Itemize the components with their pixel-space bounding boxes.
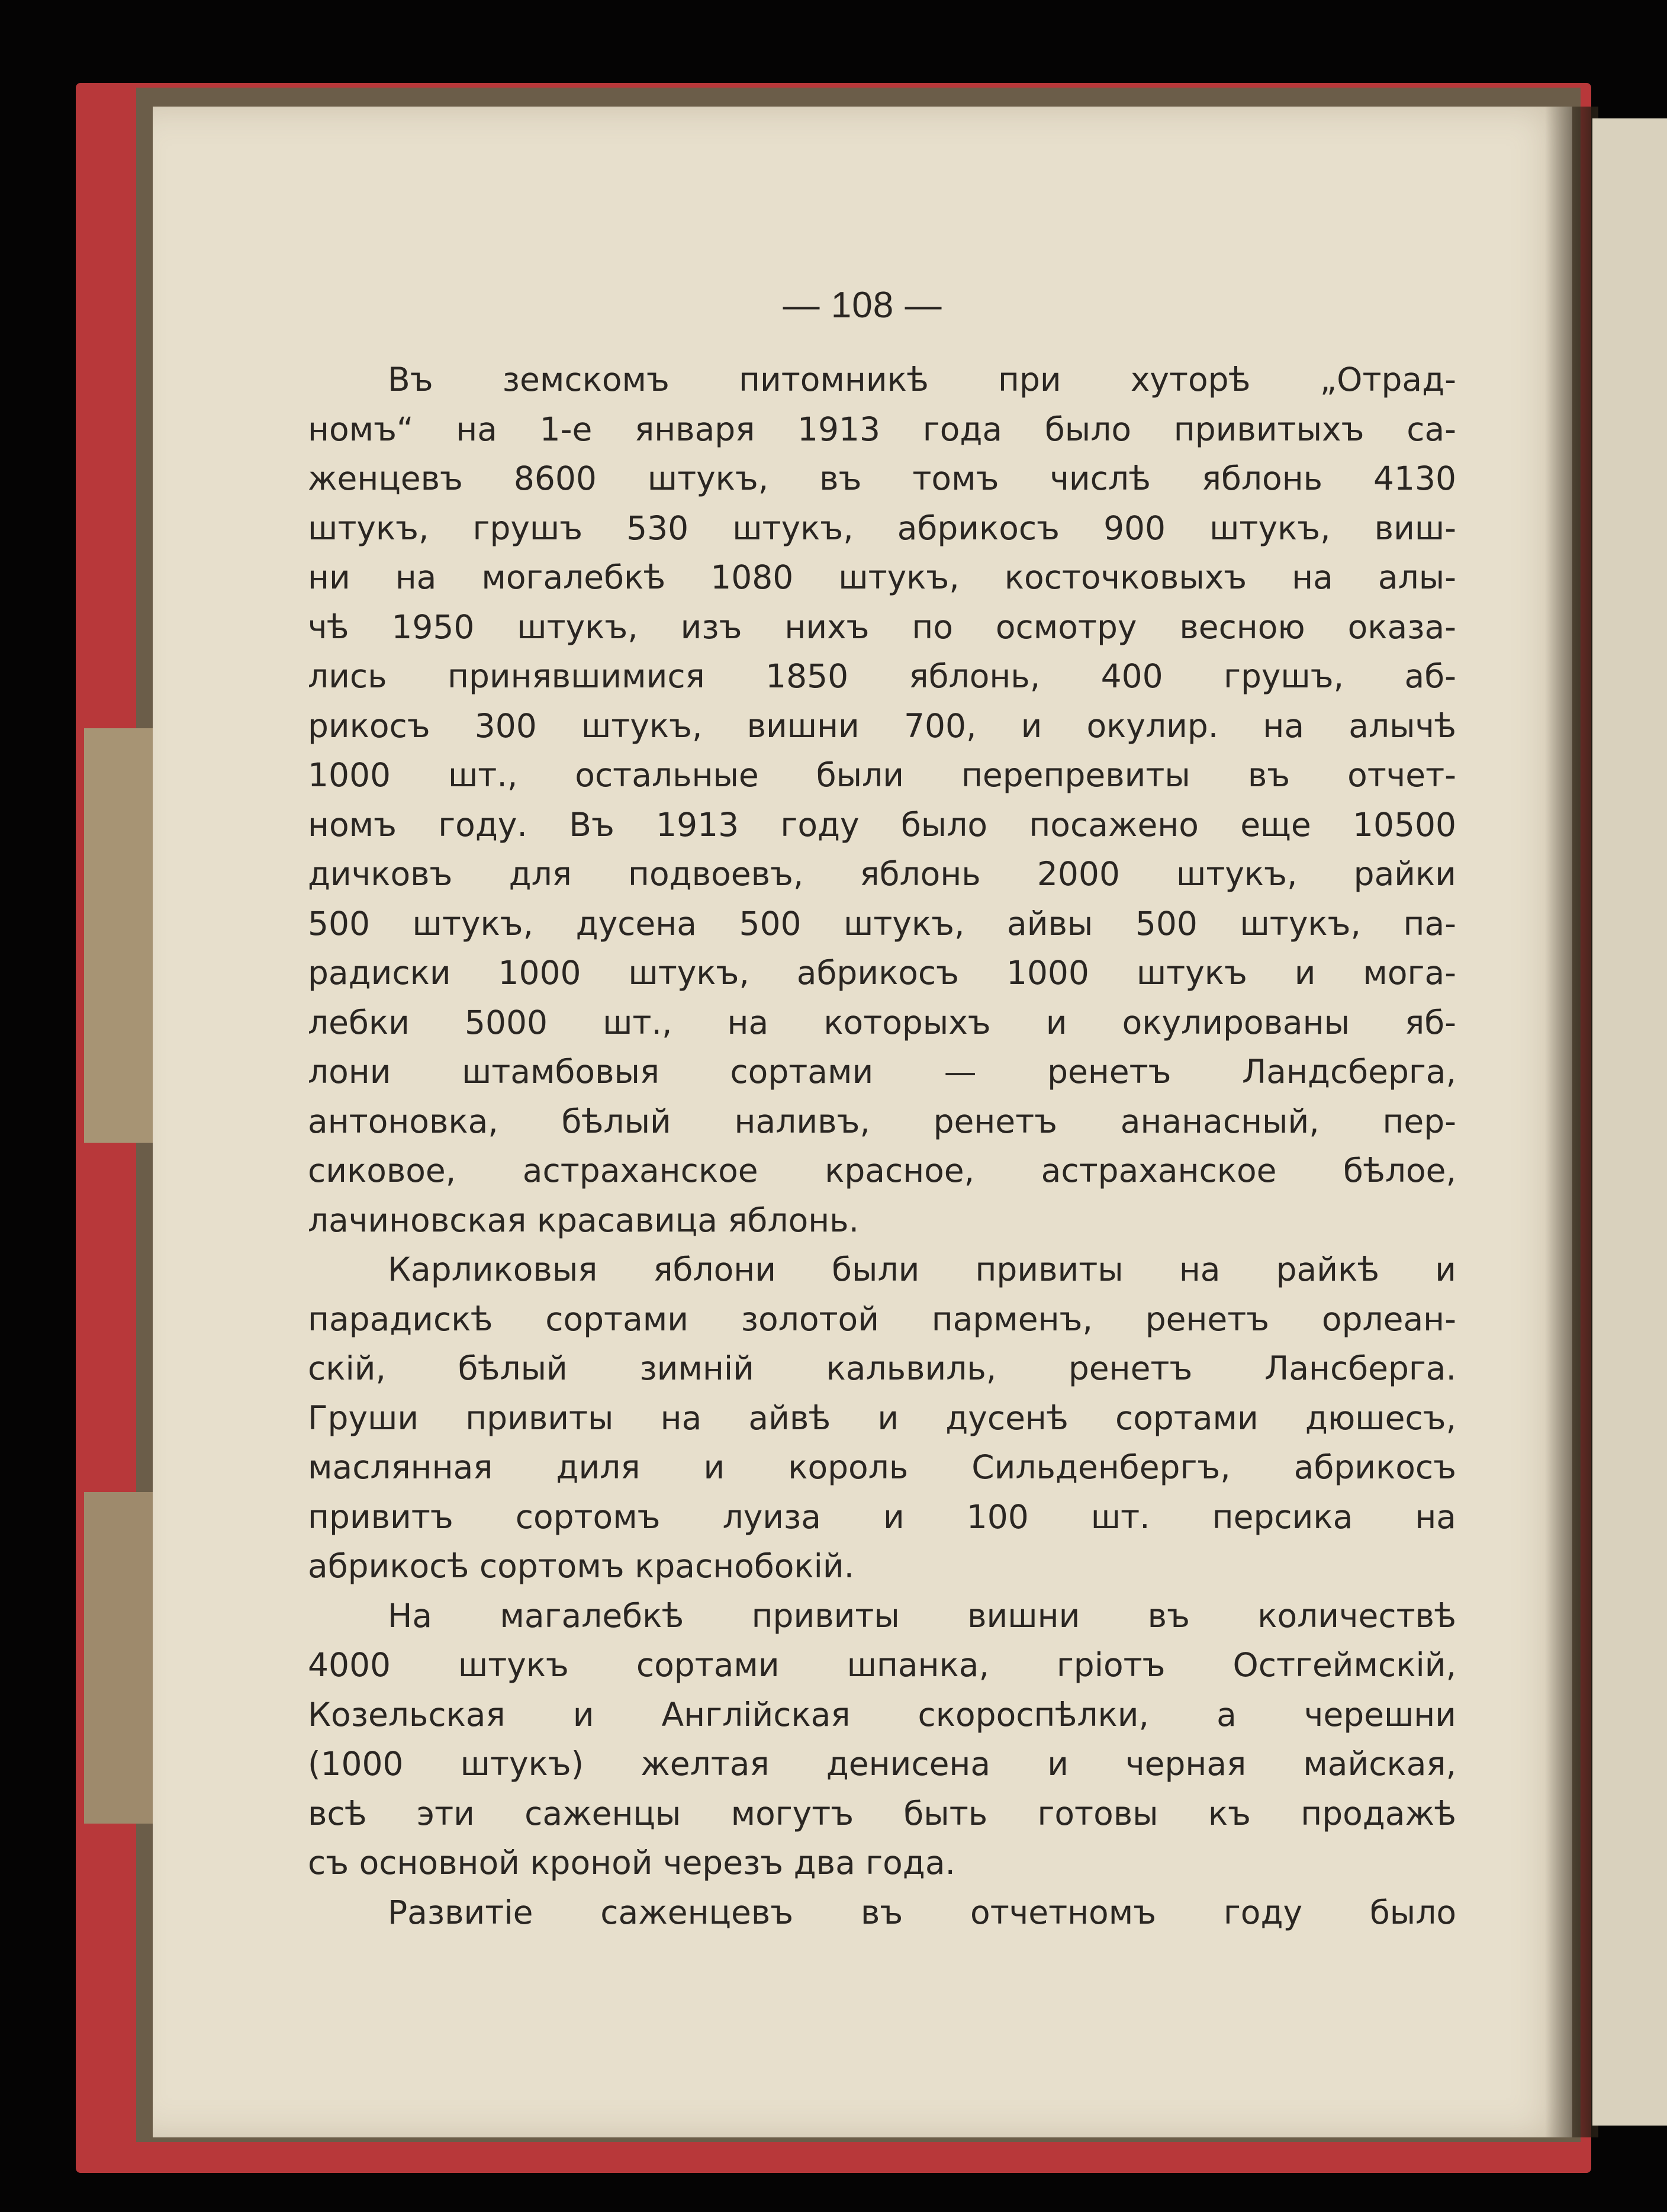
text-line: привитъ сортомъ луиза и 100 шт. персика на xyxy=(308,1497,1456,1536)
text-line: 4000 штукъ сортами шпанка, гріотъ Остгеймскій, xyxy=(308,1646,1456,1684)
text-line: дичковъ для подвоевъ, яблонь 2000 штукъ, райки xyxy=(308,855,1456,893)
text-line: лони штамбовыя сортами — ренетъ Ландсберга, xyxy=(308,1053,1456,1091)
text-line: Груши привиты на айвѣ и дусенѣ сортами дюшесъ, xyxy=(308,1398,1456,1437)
text-line: лись принявшимися 1850 яблонь, 400 грушъ, аб- xyxy=(308,657,1456,695)
text-line: На магалебкѣ привиты вишни въ количествѣ xyxy=(388,1596,1456,1635)
text-line: 500 штукъ, дусена 500 штукъ, айвы 500 штукъ, па- xyxy=(308,904,1456,943)
tab-strip-lower xyxy=(84,1492,155,1824)
text-line: номъ“ на 1-е января 1913 года было привитыхъ са- xyxy=(308,410,1456,448)
text-line: скій, бѣлый зимній кальвиль, ренетъ Лансберга. xyxy=(308,1349,1456,1387)
text-line: Развитіе саженцевъ въ отчетномъ году было xyxy=(388,1893,1456,1931)
text-line: Карликовыя яблони были привиты на райкѣ и xyxy=(388,1250,1456,1288)
tab-strip-upper xyxy=(84,728,155,1143)
adjacent-page-edge xyxy=(1592,118,1667,2126)
text-line: рикосъ 300 штукъ, вишни 700, и окулир. на алычѣ xyxy=(308,706,1456,745)
text-line: Козельская и Англійская скороспѣлки, а черешни xyxy=(308,1695,1456,1734)
page-number: — 108 — xyxy=(783,285,942,326)
text-line: Въ земскомъ питомникѣ при хуторѣ „Отрад- xyxy=(388,361,1456,398)
text-line: съ основной кроной черезъ два года. xyxy=(308,1844,956,1882)
text-line: чѣ 1950 штукъ, изъ нихъ по осмотру весною оказа- xyxy=(308,607,1456,646)
text-line: парадискѣ сортами золотой парменъ, ренетъ орлеан- xyxy=(308,1300,1456,1338)
text-line: радиски 1000 штукъ, абрикосъ 1000 штукъ и мога- xyxy=(308,954,1456,992)
text-line: антоновка, бѣлый наливъ, ренетъ ананасный, пер- xyxy=(308,1102,1456,1140)
text-line: лачиновская красавица яблонь. xyxy=(308,1201,860,1239)
text-line: абрикосѣ сортомъ краснобокій. xyxy=(308,1547,855,1585)
text-line: штукъ, грушъ 530 штукъ, абрикосъ 900 штукъ, виш- xyxy=(308,509,1456,547)
body-text xyxy=(308,355,1456,1937)
text-line: женцевъ 8600 штукъ, въ томъ числѣ яблонь 4130 xyxy=(308,459,1456,497)
text-line: номъ году. Въ 1913 году было посажено еще 10500 xyxy=(308,805,1456,844)
text-line: маслянная диля и король Сильденбергъ, абрикосъ xyxy=(308,1448,1456,1486)
text-line: всѣ эти саженцы могутъ быть готовы къ продажѣ xyxy=(308,1794,1456,1832)
text-line: (1000 штукъ) желтая денисена и черная майская, xyxy=(308,1745,1456,1783)
gutter-shadow xyxy=(1545,107,1598,2137)
text-line: сиковое, астраханское красное, астраханское бѣлое, xyxy=(308,1152,1456,1189)
text-line: ни на могалебкѣ 1080 штукъ, косточковыхъ на алы- xyxy=(308,558,1456,596)
text-line: 1000 шт., остальные были перепревиты въ отчет- xyxy=(308,756,1456,794)
text-line: лебки 5000 шт., на которыхъ и окулированы яб- xyxy=(308,1003,1456,1041)
